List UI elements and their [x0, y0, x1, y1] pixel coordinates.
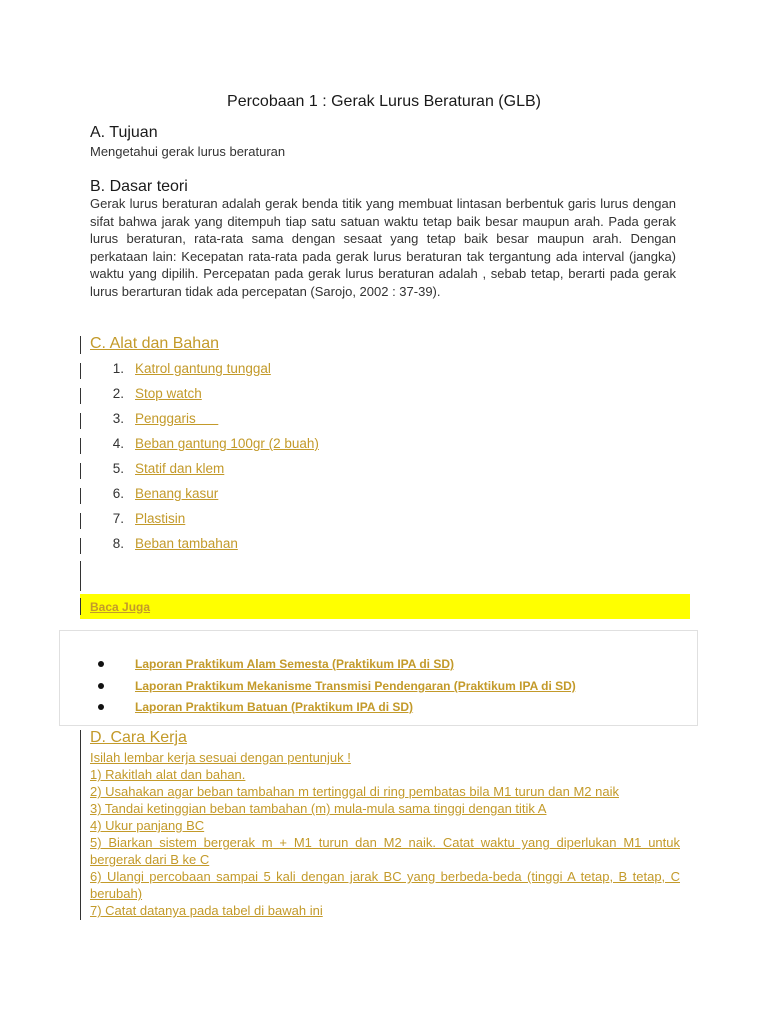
list-item: [0, 436, 768, 456]
bullet-icon: [98, 704, 104, 710]
dasar-teori-text: Gerak lurus beraturan adalah gerak benda titik yang membuat lintasan berbentuk garis lurus dengan sifat bahwa jarak yang ditempuh tiap satu satuan waktu tetap baik besar maupun arah. Pada gerak lurus beraturan, rata-rata sama dengan sesaat yang tetap baik besar maupun arah. Dengan perkataan lain: Kecepatan rata-rata pada gerak lurus beraturan tak tergantung ada interval (jangka) waktu yang dipilih. Percepatan pada gerak lurus beraturan adalah , sebab tetap, berarti pada gerak lurus berarturan tidak ada percepatan (Sarojo, 2002 : 37-39).: [90, 196, 676, 299]
list-item-number: 3.: [112, 411, 124, 426]
section-heading-alat-bahan[interactable]: C. Alat dan Bahan: [90, 335, 219, 352]
list-item-number: 2.: [112, 386, 124, 401]
step-line[interactable]: 3) Tandai ketinggian beban tambahan (m) mula-mula sama tinggi dengan titik A: [90, 801, 547, 816]
related-post-link[interactable]: Laporan Praktikum Batuan (Praktikum IPA di SD): [135, 700, 414, 714]
page-title: Percobaan 1 : Gerak Lurus Beraturan (GLB): [227, 93, 541, 110]
list-item: [0, 511, 768, 531]
revision-bar: [80, 388, 81, 404]
baca-juga-link[interactable]: Baca Juga: [90, 600, 151, 614]
bullet-icon: [98, 683, 104, 689]
step-line[interactable]: 1) Rakitlah alat dan bahan.: [90, 767, 246, 782]
list-item-number: 8.: [112, 536, 124, 551]
list-item-link[interactable]: Beban tambahan: [135, 536, 238, 551]
revision-bar: [80, 336, 81, 354]
list-item-number: 7.: [112, 511, 124, 526]
related-post-link[interactable]: Laporan Praktikum Mekanisme Transmisi Pendengaran (Praktikum IPA di SD): [135, 679, 576, 693]
bullet-icon: [98, 661, 104, 667]
revision-bar: [80, 538, 81, 554]
revision-bar: [80, 488, 81, 504]
list-item-link[interactable]: Penggaris: [135, 411, 219, 426]
list-item-link[interactable]: Benang kasur: [135, 486, 219, 501]
baca-juga-bar: [80, 594, 690, 619]
list-item-link[interactable]: Katrol gantung tunggal: [135, 361, 271, 376]
list-item: [60, 700, 699, 718]
list-item: [0, 361, 768, 381]
section-heading-cara-kerja[interactable]: D. Cara Kerja: [90, 729, 187, 746]
list-item-number: 1.: [112, 361, 124, 376]
related-posts-box: [59, 630, 698, 726]
revision-bar: [80, 598, 81, 615]
list-item: [60, 657, 699, 675]
step-line[interactable]: 4) Ukur panjang BC: [90, 818, 205, 833]
section-heading-dasar-teori: B. Dasar teori: [90, 178, 188, 195]
step-line[interactable]: 2) Usahakan agar beban tambahan m tertinggal di ring pembatas bila M1 turun dan M2 naik: [90, 784, 619, 799]
section-heading-tujuan: A. Tujuan: [90, 124, 158, 141]
list-item-number: 5.: [112, 461, 124, 476]
list-item: [60, 679, 699, 697]
revision-bar: [80, 438, 81, 454]
list-item-link[interactable]: Beban gantung 100gr (2 buah): [135, 436, 319, 451]
revision-bar: [80, 513, 81, 529]
list-item-link[interactable]: Plastisin: [135, 511, 186, 526]
revision-bar: [80, 363, 81, 379]
step-line[interactable]: Isilah lembar kerja sesuai dengan pentunjuk !: [90, 750, 351, 765]
step-line[interactable]: 7) Catat datanya pada tabel di bawah ini: [90, 903, 323, 918]
step-line[interactable]: 6) Ulangi percobaan sampai 5 kali dengan jarak BC yang berbeda-beda (tinggi A tetap, B tetap, C berubah): [90, 869, 680, 901]
revision-bar: [80, 463, 81, 479]
list-item-link[interactable]: Stop watch: [135, 386, 202, 401]
step-line[interactable]: 5) Biarkan sistem bergerak m + M1 turun dan M2 naik. Catat waktu yang diperlukan M1 untuk bergerak dari B ke C: [90, 835, 680, 867]
list-item-link[interactable]: Statif dan klem: [135, 461, 225, 476]
list-item: [0, 386, 768, 406]
list-item: [0, 461, 768, 481]
list-item-number: 4.: [112, 436, 124, 451]
list-item: [0, 486, 768, 506]
revision-bar: [80, 413, 81, 429]
list-item-number: 6.: [112, 486, 124, 501]
list-item: [0, 411, 768, 431]
revision-bar: [80, 561, 81, 591]
related-post-link[interactable]: Laporan Praktikum Alam Semesta (Praktikum IPA di SD): [135, 657, 454, 671]
revision-bar: [80, 730, 81, 920]
tujuan-text: Mengetahui gerak lurus beraturan: [90, 144, 286, 159]
list-item: [0, 536, 768, 556]
cara-kerja-steps: [90, 749, 680, 919]
